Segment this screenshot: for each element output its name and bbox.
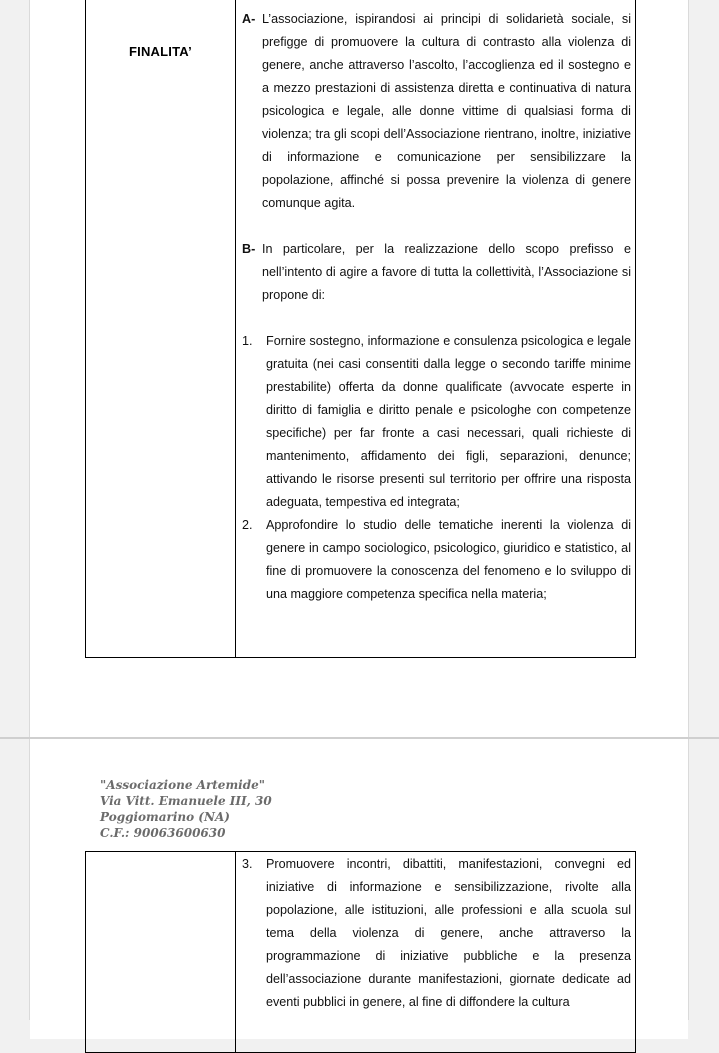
paragraph-marker: A- [242, 12, 256, 26]
list-number: 1. [242, 334, 253, 348]
list-text: Approfondire lo studio delle tematiche inerenti la violenza di genere in campo sociologico, psicologico, giuridico e statistico, al fine di promuovere la conoscenza del fenomeno e lo sviluppo di una maggiore competenza specifica nella materia; [266, 518, 631, 601]
content-cell [236, 852, 636, 1053]
list-item [236, 514, 635, 606]
header-line: C.F.: 90063600630 [100, 826, 226, 840]
paragraph-a [236, 8, 635, 215]
paragraph-b [236, 238, 635, 307]
label-cell [86, 0, 236, 658]
association-header [100, 777, 272, 841]
header-line: Poggiomarino (NA) [100, 810, 230, 824]
header-line: "Associazione Artemide" [100, 778, 265, 792]
paragraph-text: L’associazione, ispirandosi ai principi di solidarietà sociale, si prefigge di promuovere la cultura di contrasto alla violenza di genere, anche attraverso l’ascolto, l’accoglienza ed il sostegno e a mezzo prestazioni di assistenza diretta e continuativa di natura psicologica e legale, alle donne vittime di qualsiasi forma di violenza; tra gli scopi dell’Associazione rientrano, inoltre, iniziative di informazione e comunicazione per sensibilizzare la popolazione, affinché si possa prevenire la violenza di genere comunque agita. [262, 12, 631, 210]
list-text: Promuovere incontri, dibattiti, manifestazioni, convegni ed iniziative di informazione e sensibilizzazione, rivolte alla popolazione, alle istituzioni, alle professioni e alla scuola sul tema della violenza di genere, anche attraverso la programmazione di iniziative pubbliche e la presenza dell’associazione durante manifestazioni, giornate dedicate ad eventi pubblici in genere, al fine di diffondere la cultura [266, 857, 631, 1009]
paragraph-text: In particolare, per la realizzazione dello scopo prefisso e nell’intento di agire a favore di tutta la collettività, l’Associazione si propone di: [262, 242, 631, 302]
statute-table [85, 0, 636, 658]
label-cell [86, 852, 236, 1053]
list-number: 2. [242, 518, 253, 532]
table-row [86, 852, 636, 1053]
list-item [236, 330, 635, 514]
paragraph-marker: B- [242, 242, 256, 256]
header-line: Via Vitt. Emanuele III, 30 [100, 794, 272, 808]
page-edge-right [688, 0, 689, 1020]
section-label: FINALITA’ [129, 44, 192, 59]
table-row [86, 0, 636, 658]
statute-table-continued [85, 851, 636, 1053]
content-cell [236, 0, 636, 658]
list-number: 3. [242, 857, 253, 871]
document-page-1 [30, 0, 688, 737]
list-item [236, 853, 635, 1014]
document-page-2 [30, 739, 688, 1039]
list-text: Fornire sostegno, informazione e consulenza psicologica e legale gratuita (nei casi consentiti dalla legge o secondo tariffe minime prestabilite) offerta da donne qualificate (avvocate esperte in diritto di famiglia e diritto penale e psicologhe con competenze specifiche) per far fronte a casi necessari, quali richieste di mantenimento, affidamento dei figli, separazioni, denunce; attivando le risorse presenti sul territorio per offrire una risposta adeguata, tempestiva ed integrata; [266, 334, 631, 509]
